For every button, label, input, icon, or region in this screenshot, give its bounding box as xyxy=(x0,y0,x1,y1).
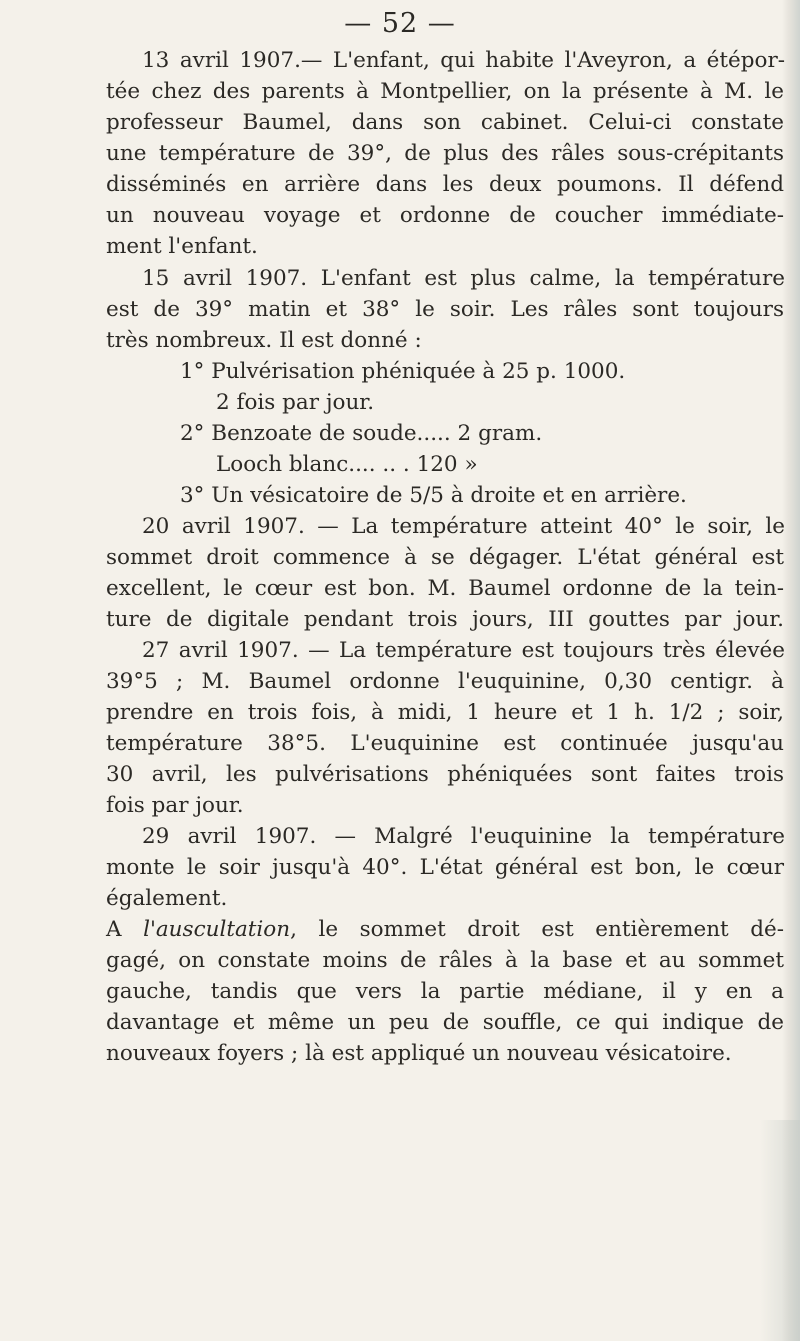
text-fragment: , le sommet droit est entièrement dé- xyxy=(290,917,784,942)
prescription-line: 1° Pulvérisation phéniquée à 25 p. 1000. xyxy=(180,359,626,384)
prescription-line: 2 fois par jour. xyxy=(216,390,375,415)
text-line: est de 39° matin et 38° le soir. Les râles sont toujours xyxy=(106,297,784,322)
text-line: très nombreux. Il est donné : xyxy=(106,328,422,353)
text-line: 27 avril 1907. — La température est toujours très élevée xyxy=(142,638,785,663)
prescription-line: Looch blanc.... .. . 120 » xyxy=(216,452,478,477)
text-line-auscultation xyxy=(106,915,784,945)
text-line: 15 avril 1907. L'enfant est plus calme, la température xyxy=(142,266,785,291)
text-line: gagé, on constate moins de râles à la base et au sommet xyxy=(106,948,784,973)
text-line: ture de digitale pendant trois jours, III gouttes par jour. xyxy=(106,607,784,632)
text-line: nouveaux foyers ; là est appliqué un nouveau vésicatoire. xyxy=(106,1041,732,1066)
text-line: 30 avril, les pulvérisations phéniquées sont faites trois xyxy=(106,762,784,787)
text-line: prendre en trois fois, à midi, 1 heure et 1 h. 1/2 ; soir, xyxy=(106,700,784,725)
text-line: tée chez des parents à Montpellier, on la présente à M. le xyxy=(106,79,784,104)
text-line: un nouveau voyage et ordonne de coucher immédiate- xyxy=(106,203,784,228)
text-line: sommet droit commence à se dégager. L'état général est xyxy=(106,545,784,570)
page-number-header: — 52 — xyxy=(344,8,456,39)
text-line: 13 avril 1907.— L'enfant, qui habite l'Aveyron, a étépor- xyxy=(142,48,785,73)
text-line: température 38°5. L'euquinine est continuée jusqu'au xyxy=(106,731,784,756)
text-line: monte le soir jusqu'à 40°. L'état général est bon, le cœur xyxy=(106,855,784,880)
text-line: disséminés en arrière dans les deux poumons. Il défend xyxy=(106,172,784,197)
text-line: davantage et même un peu de souffle, ce qui indique de xyxy=(106,1010,784,1035)
page-edge-stain xyxy=(760,1120,800,1341)
text-fragment: A xyxy=(106,917,144,942)
text-line: 29 avril 1907. — Malgré l'euquinine la température xyxy=(142,824,785,849)
text-line: fois par jour. xyxy=(106,793,244,818)
text-line: 20 avril 1907. — La température atteint 40° le soir, le xyxy=(142,514,785,539)
prescription-line: 2° Benzoate de soude..... 2 gram. xyxy=(180,421,543,446)
prescription-line: 3° Un vésicatoire de 5/5 à droite et en arrière. xyxy=(180,483,687,508)
text-line: également. xyxy=(106,886,228,911)
text-line: 39°5 ; M. Baumel ordonne l'euquinine, 0,30 centigr. à xyxy=(106,669,784,694)
text-line: professeur Baumel, dans son cabinet. Celui-ci constate xyxy=(106,110,784,135)
text-line: gauche, tandis que vers la partie médiane, il y en a xyxy=(106,979,784,1004)
italic-term: l'auscultation xyxy=(143,917,291,942)
text-line: une température de 39°, de plus des râles sous-crépitants xyxy=(106,141,784,166)
text-line: ment l'enfant. xyxy=(106,234,258,259)
text-line: excellent, le cœur est bon. M. Baumel ordonne de la tein- xyxy=(106,576,784,601)
